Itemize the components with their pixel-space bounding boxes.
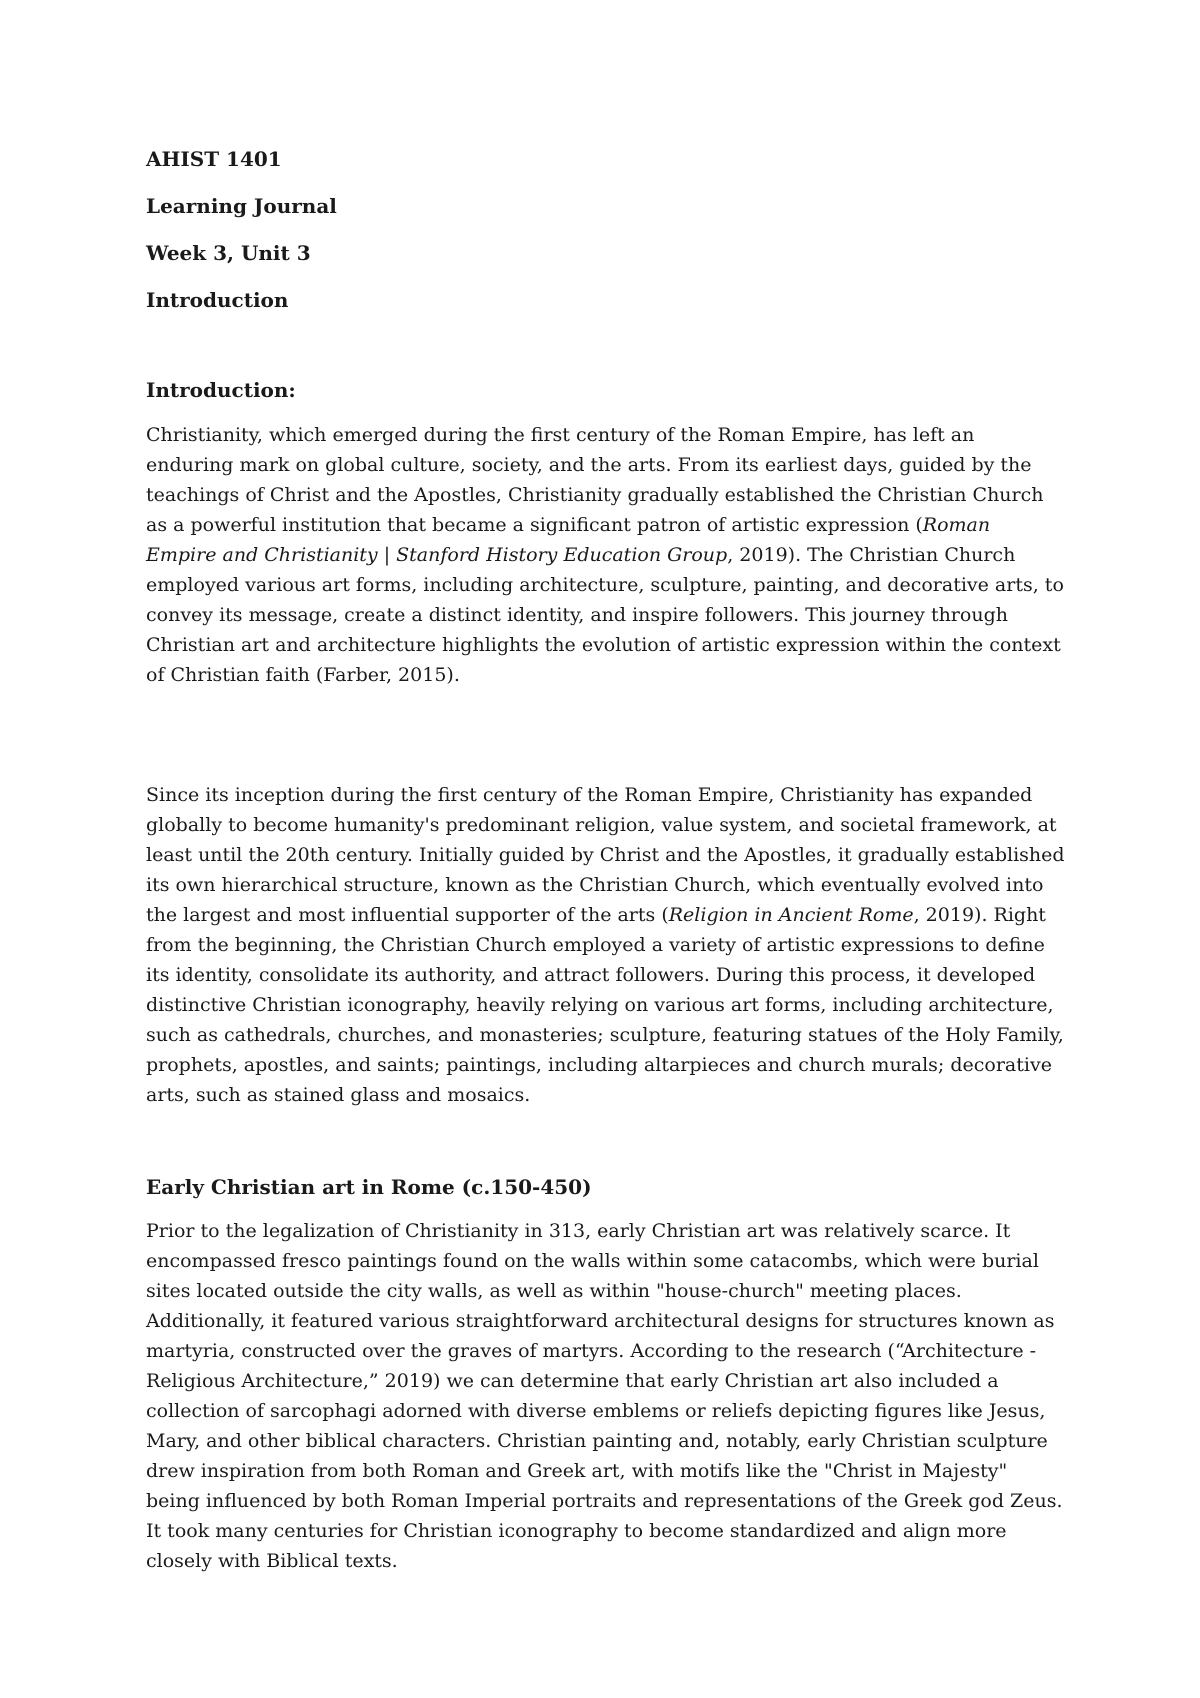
journal-title: Learning Journal xyxy=(146,194,337,218)
document-page xyxy=(146,146,1066,1576)
course-code: AHIST 1401 xyxy=(146,147,282,171)
week-unit: Week 3, Unit 3 xyxy=(146,241,311,265)
section-label: Introduction xyxy=(146,288,289,312)
intro-paragraph-2: Since its inception during the first century of the Roman Empire, Christianity has expanded globally to become humanity's predominant religion, value system, and societal framework, at least until the 20th century. Initially guided by Christ and the Apostles, it gradually established its own hierarchical structure, known as the Christian Church, which eventually evolved into the largest and most influential supporter of the arts (Religion in Ancient Rome, 2019). Right from the beginning, the Christian Church employed a variety of artistic expressions to define its identity, consolidate its authority, and attract followers. During this process, it developed distinctive Christian iconography, heavily relying on various art forms, including architecture, such as cathedrals, churches, and monasteries; sculpture, featuring statues of the Holy Family, prophets, apostles, and saints; paintings, including altarpieces and church murals; decorative arts, such as stained glass and mosaics. xyxy=(146,784,1065,1106)
citation-stanford: Roman Empire and Christianity | Stanford History Education Group xyxy=(146,514,991,566)
citation-religion-rome: Religion in Ancient Rome xyxy=(668,904,914,926)
introduction-heading: Introduction: xyxy=(146,378,296,402)
intro-paragraph-1: Christianity, which emerged during the first century of the Roman Empire, has left an enduring mark on global culture, society, and the arts. From its earliest days, guided by the teachings of Christ and the Apostles, Christianity gradually established the Christian Church as a powerful institution that became a significant patron of artistic expression (Roman Empire and Christianity | Stanford History Education Group, 2019). The Christian Church employed various art forms, including architecture, sculpture, painting, and decorative arts, to convey its message, create a distinct identity, and inspire followers. This journey through Christian art and architecture highlights the evolution of artistic expression within the context of Christian faith (Farber, 2015). xyxy=(146,424,1064,686)
early-christian-paragraph: Prior to the legalization of Christianity in 313, early Christian art was relatively scarce. It encompassed fresco paintings found on the walls within some catacombs, which were burial sites located outside the city walls, as well as within "house-church" meeting places. Additionally, it featured various straightforward architectural designs for structures known as martyria, constructed over the graves of martyrs. According to the research (“Architecture - Religious Architecture,” 2019) we can determine that early Christian art also included a collection of sarcophagi adorned with diverse emblems or reliefs depicting figures like Jesus, Mary, and other biblical characters. Christian painting and, notably, early Christian sculpture drew inspiration from both Roman and Greek art, with motifs like the "Christ in Majesty" being influenced by both Roman Imperial portraits and representations of the Greek god Zeus. It took many centuries for Christian iconography to become standardized and align more closely with Biblical texts. xyxy=(146,1220,1063,1572)
early-christian-heading: Early Christian art in Rome (c.150-450) xyxy=(146,1175,592,1199)
